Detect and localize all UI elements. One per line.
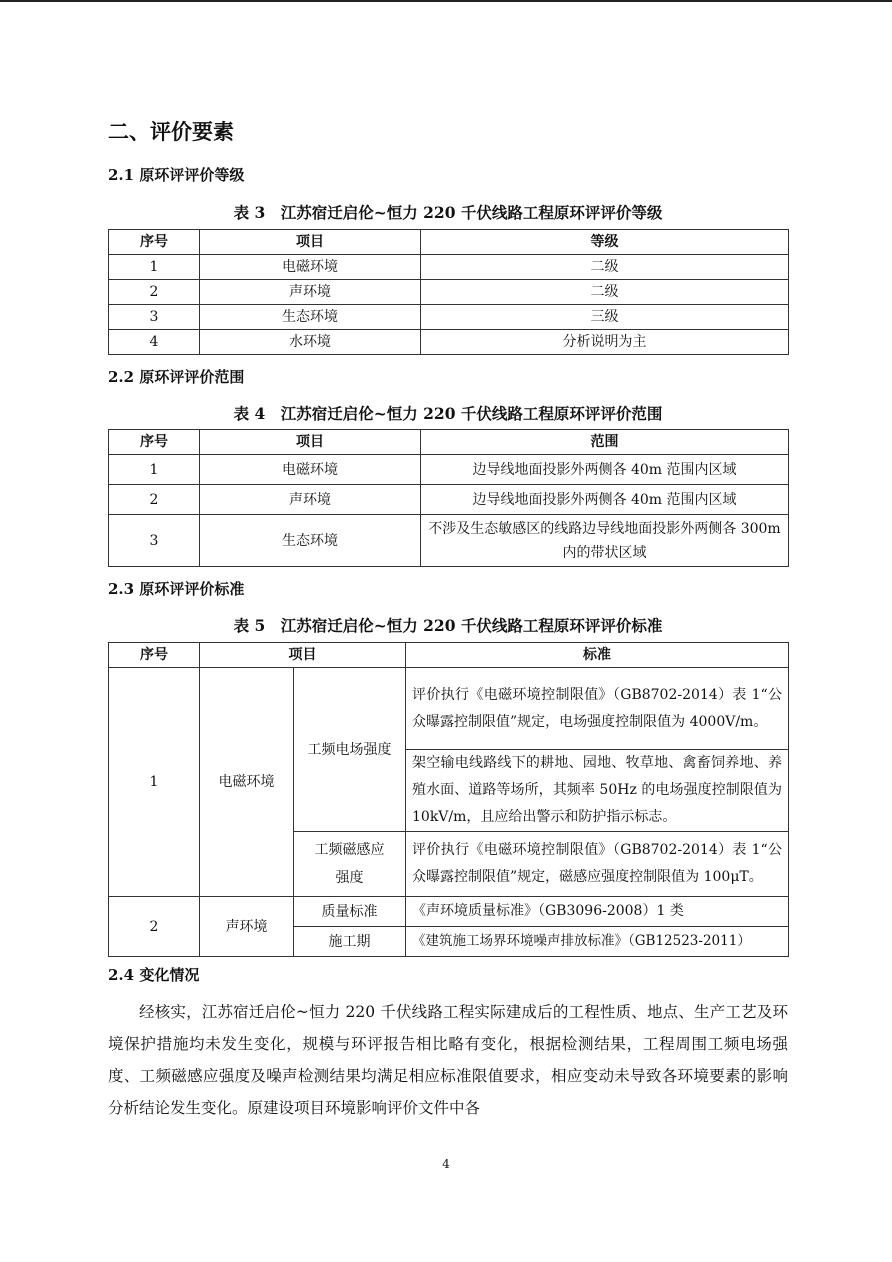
table-5 xyxy=(108,642,789,957)
header-cell: 等级 xyxy=(421,230,789,255)
table-row xyxy=(109,280,789,305)
cell-standard: 《建筑施工场界环境噪声排放标准》（GB12523-2011） xyxy=(406,927,789,957)
cell-item: 声环境 xyxy=(200,280,421,305)
cell-standard: 评价执行《电磁环境控制限值》（GB8702-2014）表 1“公众曝露控制限值”规定，磁感应强度控制限值为 100μT。 xyxy=(406,832,789,897)
heading-2-4: 2.4 变化情况 xyxy=(108,966,200,984)
cell-range: 边导线地面投影外两侧各 40m 范围内区域 xyxy=(421,485,789,515)
header-cell: 项目 xyxy=(200,643,406,668)
cell-item: 声环境 xyxy=(200,485,421,515)
table-4-caption: 表 4 江苏宿迁启伦~恒力 220 千伏线路工程原环评评价范围 xyxy=(233,404,663,423)
cell-item: 电磁环境 xyxy=(200,255,421,280)
table-3-caption: 表 3 江苏宿迁启伦~恒力 220 千伏线路工程原环评评价等级 xyxy=(233,203,663,222)
header-cell: 序号 xyxy=(109,430,200,455)
cell-item: 生态环境 xyxy=(200,305,421,330)
cell-no: 3 xyxy=(109,515,200,567)
cell-no: 2 xyxy=(109,485,200,515)
cell-grade: 三级 xyxy=(421,305,789,330)
heading-2-2: 2.2 原环评评价范围 xyxy=(108,368,245,386)
cell-sub-item: 施工期 xyxy=(294,927,406,957)
table-row xyxy=(109,455,789,485)
header-cell: 序号 xyxy=(109,643,200,668)
heading-2-3: 2.3 原环评评价标准 xyxy=(108,580,245,598)
cell-no: 1 xyxy=(109,455,200,485)
cell-item: 电磁环境 xyxy=(200,455,421,485)
cell-sub-item: 质量标准 xyxy=(294,897,406,927)
cell-grade: 二级 xyxy=(421,255,789,280)
cell-sub-item: 工频电场强度 xyxy=(294,668,406,832)
table-row xyxy=(109,305,789,330)
table-header-row xyxy=(109,230,789,255)
page-number: 4 xyxy=(442,1157,450,1171)
header-cell: 项目 xyxy=(200,430,421,455)
header-cell: 标准 xyxy=(406,643,789,668)
table-4 xyxy=(108,429,789,567)
cell-item: 水环境 xyxy=(200,330,421,355)
cell-no: 1 xyxy=(109,255,200,280)
table-header-row xyxy=(109,430,789,455)
cell-item: 电磁环境 xyxy=(200,668,294,897)
header-cell: 范围 xyxy=(421,430,789,455)
cell-standard: 《声环境质量标准》（GB3096-2008）1 类 xyxy=(406,897,789,927)
cell-grade: 二级 xyxy=(421,280,789,305)
cell-no: 2 xyxy=(109,897,200,957)
table-row xyxy=(109,330,789,355)
cell-item: 声环境 xyxy=(200,897,294,957)
cell-standard: 评价执行《电磁环境控制限值》（GB8702-2014）表 1“公众曝露控制限值”规定，电场强度控制限值为 4000V/m。 xyxy=(406,668,789,750)
cell-range: 不涉及生态敏感区的线路边导线地面投影外两侧各 300m 内的带状区域 xyxy=(421,515,789,567)
cell-grade: 分析说明为主 xyxy=(421,330,789,355)
cell-range: 边导线地面投影外两侧各 40m 范围内区域 xyxy=(421,455,789,485)
header-cell: 项目 xyxy=(200,230,421,255)
cell-standard: 架空输电线路线下的耕地、园地、牧草地、禽畜饲养地、养殖水面、道路等场所，其频率 50Hz 的电场强度控制限值为 10kV/m，且应给出警示和防护指示标志。 xyxy=(406,750,789,832)
top-border-line xyxy=(0,0,892,2)
table-header-row xyxy=(109,643,789,668)
heading-2-1: 2.1 原环评评价等级 xyxy=(108,166,245,184)
section-title: 二、评价要素 xyxy=(108,119,234,144)
cell-no: 3 xyxy=(109,305,200,330)
cell-no: 1 xyxy=(109,668,200,897)
table-row xyxy=(109,255,789,280)
header-cell: 序号 xyxy=(109,230,200,255)
cell-no: 4 xyxy=(109,330,200,355)
table-5-caption: 表 5 江苏宿迁启伦~恒力 220 千伏线路工程原环评评价标准 xyxy=(233,616,663,635)
table-3 xyxy=(108,229,789,355)
table-row xyxy=(109,897,789,927)
cell-item: 生态环境 xyxy=(200,515,421,567)
body-paragraph: 经核实，江苏宿迁启伦~恒力 220 千伏线路工程实际建成后的工程性质、地点、生产工艺及环境保护措施均未发生变化，规模与环评报告相比略有变化，根据检测结果，工程周围工频电场强度、工频磁感应强度及噪声检测结果均满足相应标准限值要求，相应变动未导致各环境要素的影响分析结论发生变化。原建设项目环境影响评价文件中各 xyxy=(108,1003,788,1117)
table-row xyxy=(109,485,789,515)
cell-no: 2 xyxy=(109,280,200,305)
table-row xyxy=(109,668,789,750)
cell-sub-item: 工频磁感应强度 xyxy=(294,832,406,897)
table-row xyxy=(109,515,789,567)
